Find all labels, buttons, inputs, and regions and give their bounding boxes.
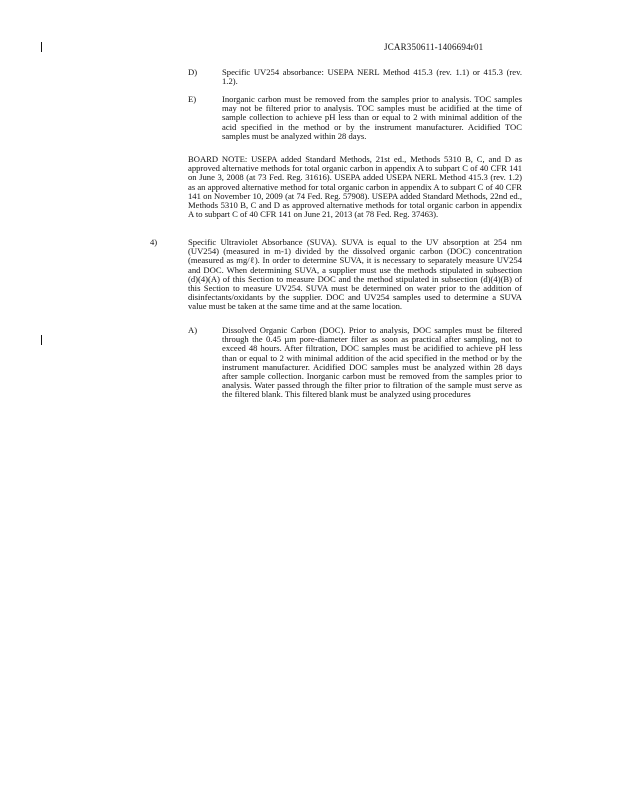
item-a-text: Dissolved Organic Carbon (DOC). Prior to analysis, DOC samples must be filtered through the 0.45 µm pore-diameter filter as soon as practical after sampling, not to exceed 48 hours. After filtration, DOC samples must be acidified to achieve pH less than or equal to 2 with minimal addition of the acid specified in the method or by the instrument manufacturer. Acidified DOC samples must be analyzed within 28 days after sample collection. Inorganic carbon must be removed from the samples prior to analysis. Water passed through the filter prior to filtration of the sample must serve as the filtered blank. This filtered blank must be analyzed using procedures [222,325,522,400]
revision-bar [41,42,42,52]
document-id-header: JCAR350611-1406694r01 [384,42,484,52]
item-4-text: Specific Ultraviolet Absorbance (SUVA). SUVA is equal to the UV absorption at 254 nm (UV254) (measured in m-1) divided by the dissolved organic carbon (DOC) concentration (measured as mg/ℓ). In order to determine SUVA, it is necessary to separately measure UV254 and DOC. When determining SUVA, a supplier must use the methods stipulated in subsection (d)(4)(A) of this Section to measure DOC and the method stipulated in subsection (d)(4)(B) of this Section to measure UV254. SUVA must be determined on water prior to the addition of disinfectants/oxidants by the supplier. DOC and UV254 samples used to determine a SUVA value must be taken at the same time and at the same location. [188,237,522,312]
item-a-label: A) [188,325,198,335]
item-d-text: Specific UV254 absorbance: USEPA NERL Method 415.3 (rev. 1.1) or 415.3 (rev. 1.2). [222,67,522,87]
board-note: BOARD NOTE: USEPA added Standard Methods, 21st ed., Methods 5310 B, C, and D as approved alternative methods for total organic carbon in appendix A to subpart C of 40 CFR 141 on June 3, 2008 (at 73 Fed. Reg. 31616). USEPA added USEPA NERL Method 415.3 (rev. 1.2) as an approved alternative method for total organic carbon in appendix A to subpart C of 40 CFR 141 on November 10, 2009 (at 74 Fed. Reg. 57908). USEPA added Standard Methods, 22nd ed., Methods 5310 B, C and D as approved alternative methods for total organic carbon in appendix A to subpart C of 40 CFR 141 on June 21, 2013 (at 78 Fed. Reg. 37463). [188,154,522,220]
item-4-label: 4) [150,237,158,247]
item-d-label: D) [188,67,198,77]
item-e-text: Inorganic carbon must be removed from the samples prior to analysis. TOC samples may not be filtered prior to analysis. TOC samples must be acidified at the time of sample collection to achieve pH less than or equal to 2 with minimal addition of the acid specified in the method or by the instrument manufacturer. Acidified TOC samples must be analyzed within 28 days. [222,94,522,141]
item-e-label: E) [188,94,197,104]
revision-bar [41,335,42,345]
